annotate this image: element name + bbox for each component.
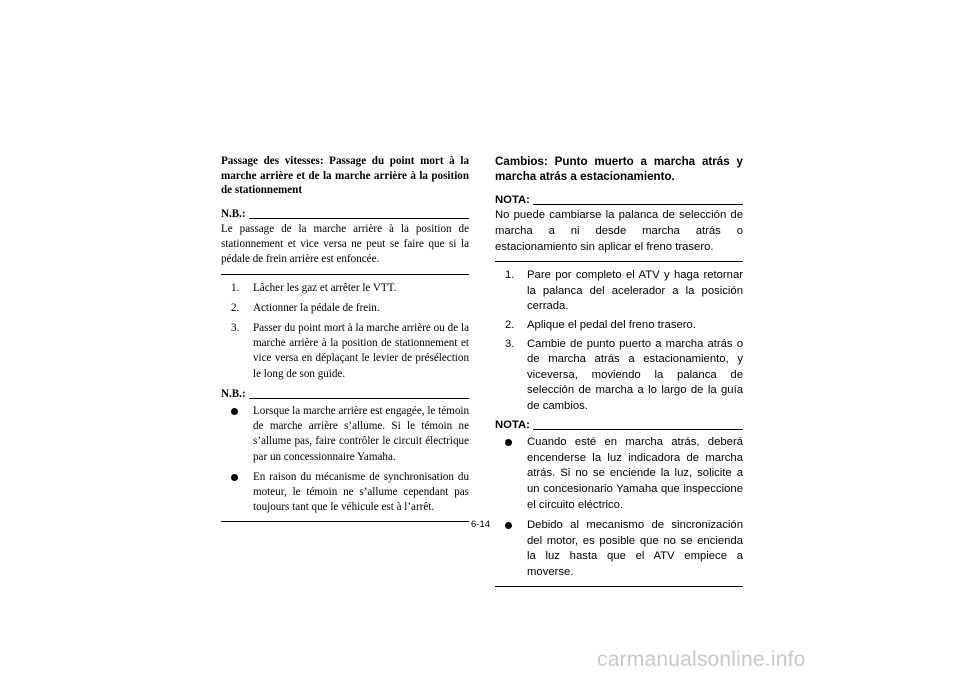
note-label: NOTA:: [495, 193, 530, 206]
note-label: N.B.:: [221, 207, 246, 220]
page-number: 6-14: [471, 519, 491, 530]
note-underline: [249, 217, 469, 219]
step-number: 3.: [505, 337, 515, 350]
note-underline: [249, 397, 469, 399]
spanish-column: [495, 154, 743, 587]
step-number: 1.: [231, 281, 240, 294]
list-item: [495, 435, 743, 513]
bullet-list-fr: [221, 404, 469, 515]
note-text-es-1: No puede cambiarse la palanca de selección de marcha a ni desde marcha atrás o estacionamiento sin aplicar el freno trasero.: [495, 209, 743, 253]
bullet-list-es: [495, 435, 743, 580]
list-item: [221, 281, 469, 296]
note-underline: [533, 203, 743, 205]
french-column: [221, 154, 469, 522]
list-item: [495, 318, 743, 334]
step-number: 1.: [505, 269, 515, 282]
note-text-fr-1: Le passage de la marche arrière à la position de stationnement et vice versa ne peut se faire que si la pédale de frein arrière est enfoncée.: [221, 222, 469, 266]
note-end-rule: [495, 586, 743, 587]
list-item: [495, 337, 743, 415]
list-item: [495, 268, 743, 315]
note-end-rule: [221, 521, 469, 522]
note-end-rule: [221, 274, 469, 275]
section-heading-es: Cambios: Punto muerto a marcha atrás y marcha atrás a estacionamiento.: [495, 155, 743, 184]
step-text: Aplique el pedal del freno trasero.: [527, 318, 696, 331]
step-number: 2.: [231, 301, 240, 314]
list-item: [495, 518, 743, 580]
note-header-fr-1: [221, 207, 469, 222]
note-end-rule: [495, 261, 743, 262]
note-underline: [533, 428, 743, 430]
bullet-icon: [495, 435, 527, 513]
note-header-fr-2: [221, 387, 469, 402]
steps-list-fr: [221, 281, 469, 382]
note-header-es-1: [495, 193, 743, 209]
bullet-text: Lorsque la marche arrière est engagée, le témoin de marche arrière s’allume. Si le témoin ne s’allume pas, faire contrôler le circuit électrique par un concessionnaire Yamaha.: [253, 405, 469, 463]
section-heading-fr: Passage des vitesses: Passage du point mort à la marche arrière et de la marche arrière à la position de stationnement: [221, 155, 469, 197]
note-header-es-2: [495, 418, 743, 434]
note-label: N.B.:: [221, 387, 246, 400]
bullet-icon: [495, 518, 527, 580]
watermark: carmanualsonline.info: [597, 648, 806, 671]
bullet-text: Debido al mecanismo de sincronización del motor, es posible que no se encienda la luz hasta que el ATV empiece a moverse.: [527, 519, 743, 578]
bullet-icon: [221, 404, 253, 465]
list-item: [221, 470, 469, 516]
step-text: Lâcher les gaz et arrêter le VTT.: [253, 281, 397, 294]
bullet-icon: [221, 470, 253, 516]
bullet-text: Cuando esté en marcha atrás, deberá encenderse la luz indicadora de marcha atrás. Si no se enciende la luz, solicite a un concesionario Yamaha que inspeccione el circuito eléctrico.: [527, 436, 743, 511]
step-number: 3.: [231, 322, 240, 334]
list-item: [221, 321, 469, 382]
step-text: Pare por completo el ATV y haga retornar la palanca del acelerador a la posición cerrada.: [527, 269, 743, 313]
steps-list-es: [495, 268, 743, 414]
step-text: Actionner la pédale de frein.: [253, 301, 380, 314]
list-item: [221, 301, 469, 316]
note-label: NOTA:: [495, 418, 530, 431]
list-item: [221, 404, 469, 465]
step-number: 2.: [505, 318, 515, 331]
step-text: Cambie de punto puerto a marcha atrás o de marcha atrás a estacionamiento, y viceversa, moviendo la palanca de selección de marcha a lo largo de la guía de cambios.: [527, 337, 743, 412]
bullet-text: En raison du mécanisme de synchronisation du moteur, le témoin ne s’allume cependant pas toujours tant que le véhicule est à l’arrêt.: [253, 470, 469, 514]
step-text: Passer du point mort à la marche arrière ou de la marche arrière à la position de stationnement et vice versa en déplaçant le levier de présélection le long de son guide.: [253, 322, 469, 380]
